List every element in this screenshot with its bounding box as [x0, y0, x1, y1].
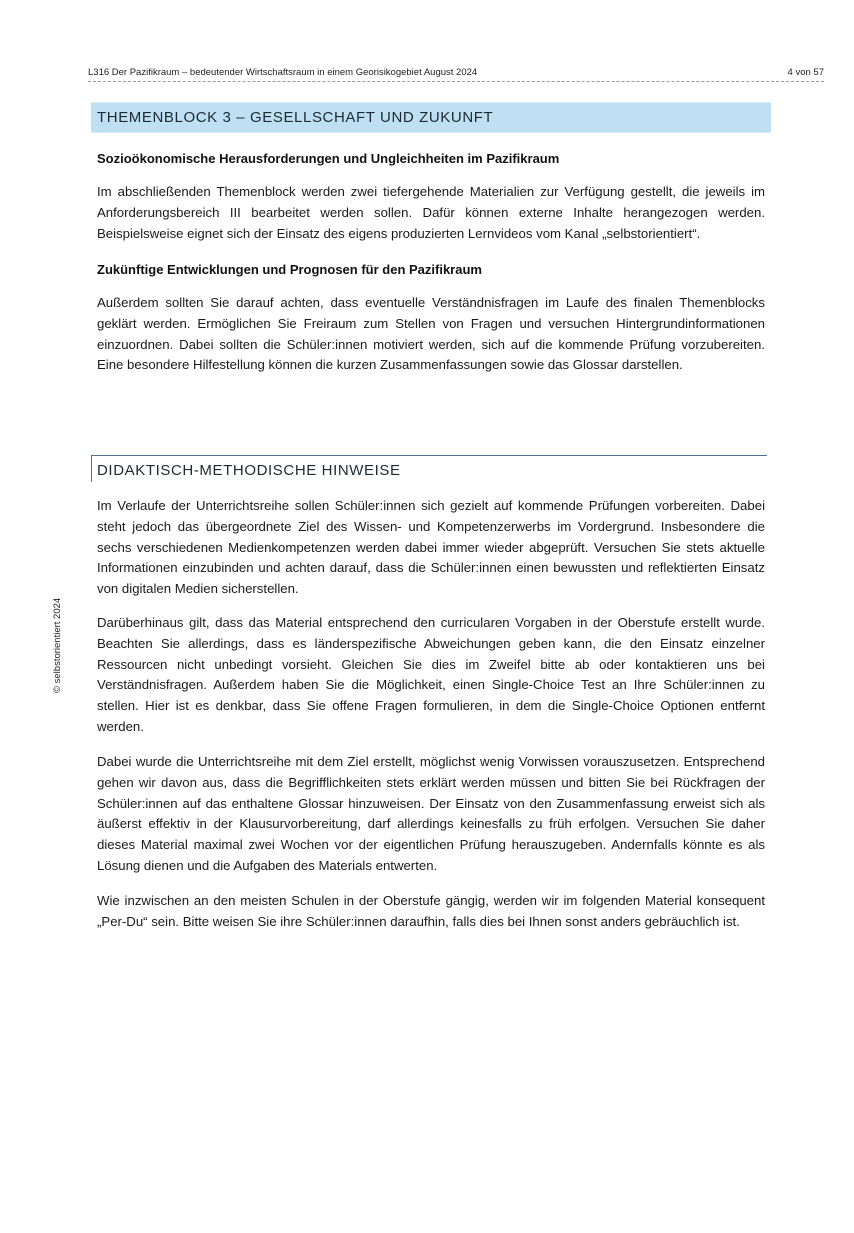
paragraph: Außerdem sollten Sie darauf achten, dass eventuelle Verständnisfragen im Laufe des finalen Themenblocks geklärt werden. Ermöglichen Sie Freiraum zum Stellen von Fragen und versuchen Hintergrundinformationen einzuordnen. Dabei sollten die Schüler:innen motiviert werden, sich auf die kommende Prüfung vorzubereiten. Eine besondere Hilfestellung können die kurzen Zusammenfassungen sowie das Glossar darstellen.	[97, 295, 765, 373]
section-title: DIDAKTISCH-METHODISCHE HINWEISE	[97, 462, 401, 479]
paragraph: Im Verlaufe der Unterrichtsreihe sollen Schüler:innen sich gezielt auf kommende Prüfungen vorbereiten. Dabei steht jedoch das übergeordnete Ziel des Wissen- und Kompetenzerwerbs im Vordergrund. Insbesondere die sechs verschiedenen Medienkompetenzen werden dabei immer wieder abgeprüft. Versuchen Sie stets aktuelle Informationen einzubinden und achten darauf, dass die Schüler:innen einen bewussten und reflektierten Einsatz von digitalen Medien sicherstellen.	[97, 498, 765, 597]
section-heading-themenblock	[91, 102, 771, 133]
paragraph: Darüberhinaus gilt, dass das Material entsprechend den curricularen Vorgaben in der Oberstufe erstellt wurde. Beachten Sie allerdings, dass es länderspezifische Abweichungen geben kann, die den Einsatz einzelner Ressourcen nicht unbedingt vorsieht. Gleichen Sie dies im Zweifel bitte ab oder kontaktieren uns bei Verständnisfragen. Außerdem haben Sie die Möglichkeit, einen Single-Choice Test an Ihre Schüler:innen zu stellen. Hier ist es denkbar, dass Sie offene Fragen formulieren, in dem die Single-Choice Optionen entfernt werden.	[97, 615, 765, 734]
section-heading-didaktik	[91, 455, 767, 482]
subsection-heading: Sozioökonomische Herausforderungen und Ungleichheiten im Pazifikraum	[97, 151, 560, 166]
paragraph: Wie inzwischen an den meisten Schulen in der Oberstufe gängig, werden wir im folgenden Material konsequent „Per-Du“ sein. Bitte weisen Sie ihre Schüler:innen daraufhin, falls dies bei Ihnen sonst anders gebräuchlich ist.	[97, 893, 765, 929]
section-title: THEMENBLOCK 3 – GESELLSCHAFT UND ZUKUNFT	[97, 109, 494, 126]
paragraph: Im abschließenden Themenblock werden zwei tiefergehende Materialien zur Verfügung gestellt, die jeweils im Anforderungsbereich III bearbeitet werden sollen. Dafür können externe Inhalte herangezogen werden. Beispielsweise eignet sich der Einsatz des eigens produzierten Lernvideos vom Kanal „selbstorientiert“.	[97, 184, 765, 241]
page-header	[88, 67, 824, 82]
document-title: L316 Der Pazifikraum – bedeutender Wirtschaftsraum in einem Georisikogebiet August 2024	[88, 67, 478, 78]
page-indicator: 4 von 57	[787, 67, 824, 78]
subsection-heading: Zukünftige Entwicklungen und Prognosen für den Pazifikraum	[97, 262, 482, 277]
copyright-notice: © selbstorientiert 2024	[52, 597, 63, 693]
paragraph: Dabei wurde die Unterrichtsreihe mit dem Ziel erstellt, möglichst wenig Vorwissen vorauszusetzen. Entsprechend gehen wir davon aus, dass die Begrifflichkeiten stets erklärt werden müssen und bitten Sie bei Rückfragen der Schüler:innen auf das enthaltene Glossar hinzuweisen. Der Einsatz von den Zusammenfassung erweist sich als äußerst effektiv in der Klausurvorbereitung, darf allerdings keinesfalls zu früh erfolgen. Versuchen Sie daher dieses Material maximal zwei Wochen vor der eigentlichen Prüfung herauszugeben. Andernfalls könnte es als Lösung dienen und die Aufgaben des Materials entwerten.	[97, 754, 765, 873]
